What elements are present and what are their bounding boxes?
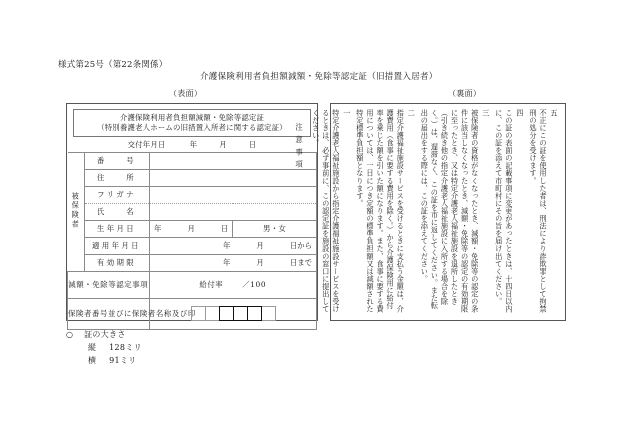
insurer-number-box[interactable] [191, 306, 206, 321]
benefit-rate-cell[interactable] [149, 271, 317, 298]
table-row-apply-date [68, 237, 317, 254]
notice-item [494, 109, 525, 316]
size-height-value: 128ミリ [109, 343, 142, 353]
notice-item-marker: 二 [407, 109, 417, 117]
category-insured-cell [68, 152, 85, 271]
apply-day-from-token: 日から [289, 241, 312, 251]
valid-month-token: 月 [256, 258, 264, 268]
size-note-title: 証の大きさ [84, 330, 126, 339]
row-label-address: 住 所 [84, 169, 149, 186]
row-label-number: 番 号 [84, 152, 149, 169]
apply-month-token: 月 [256, 241, 264, 251]
document-title: 介護保険利用者負担額減額・免除等認定証（旧措置入居者） [200, 72, 438, 82]
row-label-birthdate: 生年月日 [84, 220, 149, 237]
insurer-number-box[interactable] [205, 306, 220, 321]
table-row-birthdate [68, 220, 317, 237]
issue-date-label: 交付年月日 [127, 139, 166, 149]
table-row-name [68, 203, 317, 220]
row-label-valid-until: 有効期限 [84, 254, 149, 271]
size-note-title-row [66, 328, 142, 341]
size-note-height-row [88, 341, 142, 354]
insurer-number-box[interactable] [233, 306, 248, 321]
certificate-title-line1: 介護保険利用者負担額減額・免除等認定証 [119, 113, 265, 122]
row-value-birthdate[interactable] [149, 220, 233, 237]
size-note-width-row [88, 354, 142, 367]
size-note [66, 328, 142, 368]
notice-item [311, 109, 352, 316]
notice-heading: 注意事項 [294, 123, 304, 173]
size-width-value: 91ミリ [109, 356, 137, 366]
notice-item [528, 109, 559, 316]
certificate-front [66, 103, 318, 321]
birth-day-token: 日 [220, 224, 229, 234]
row-value-number[interactable] [149, 152, 317, 169]
notice-item-marker: 四 [515, 109, 525, 117]
notice-item-marker: 三 [481, 109, 491, 117]
row-label-insurer: 保険者番号並びに保険者名称及び印 [68, 298, 150, 329]
issue-date-row [67, 137, 317, 152]
certificate-title-box [73, 109, 311, 137]
row-label-apply-date: 適用年月日 [84, 237, 149, 254]
back-side-label: （裏面） [448, 89, 482, 98]
benefit-rate-label: 給付率 [199, 280, 224, 290]
table-row-valid-until [68, 254, 317, 271]
table-row-address [68, 169, 317, 186]
notice-item-text: この証の表面の記載事項に変更があったときは、十四日以内に、この証を添えて市町村にその旨を届け出てください。 [494, 109, 514, 313]
bullet-icon: ○ [66, 330, 74, 339]
size-height-label: 縦 [88, 343, 97, 353]
notice-item-marker: 一 [342, 109, 352, 117]
valid-day-until-token: 日まで [289, 258, 312, 268]
certificate-fields-table [67, 152, 317, 330]
table-row-number [68, 152, 317, 169]
notice-item-text: 不正にこの証を使用した者は、刑法により詐欺罪として拘禁刑の処分を受けます。 [528, 109, 548, 313]
certificate-title-line2: （特別養護老人ホームの旧措置入所者に関する認定証） [97, 122, 287, 132]
issue-date-day: 日 [248, 139, 257, 149]
notice-item-text: 被保険者の資格がなくなったとき、減額・免除等の認定の条件に該当しなくなったとき、減額・免除等の認定の有効期限に至ったとき、又は特定介護老人福祉施設を退所したとき（引き続き他の指定介護老人福祉施設に入所する場合を除く。）は、遅滞なく、この証を市に返してください。また転出の届出をする際には、この証を添えてください。 [420, 109, 480, 313]
notice-item [355, 109, 416, 316]
table-row-insurer [68, 298, 317, 329]
row-value-address[interactable] [149, 169, 317, 186]
benefit-rate-value: ／100 [242, 280, 267, 290]
form-number: 様式第25号（第22条関係） [58, 60, 168, 70]
insurer-number-box[interactable] [261, 306, 276, 321]
row-value-furigana[interactable] [149, 186, 317, 203]
sex-field[interactable]: 男・女 [233, 220, 317, 237]
notice-item-marker: 五 [550, 109, 559, 117]
category-insured-label: 被保険者 [71, 192, 81, 230]
birth-year-token: 年 [154, 224, 162, 234]
row-value-valid-until[interactable] [149, 254, 317, 271]
row-value-apply-date[interactable] [149, 237, 317, 254]
row-label-furigana: フリガナ [84, 186, 149, 203]
table-row-benefit-rate [68, 271, 317, 298]
issue-date-month: 月 [219, 139, 227, 149]
issue-date-year: 年 [189, 139, 198, 149]
table-row-furigana [68, 186, 317, 203]
apply-year-token: 年 [223, 241, 231, 251]
category-reduction-label: 減額・免除等認定事項 [68, 271, 150, 298]
row-value-name[interactable] [149, 203, 317, 220]
size-width-label: 横 [88, 356, 97, 366]
notice-item [419, 109, 490, 316]
insurer-number-box[interactable] [219, 306, 234, 321]
valid-year-token: 年 [223, 258, 231, 268]
birth-month-token: 月 [187, 224, 195, 234]
notice-item-text: 特定介護老人福祉施設から指定介護福祉施設サービスを受けるときは、必ず事前に、この認定証を施設の窓口に提出してください。 [311, 109, 341, 313]
insurer-number-box[interactable] [247, 306, 262, 321]
front-side-label: （表面） [169, 89, 203, 98]
notice-item-text: 指定介護福祉施設サービスを受けるときに支払う金額は、介護費用（食事に要する費用を除く。）から介護保険用に給付率を乗じた額を引いた額になります。また、食事に要する費用については、一日につき定額の標準負担額又は減額された特定標準負担額となります。 [355, 109, 406, 313]
row-label-name: 氏 名 [84, 203, 149, 220]
